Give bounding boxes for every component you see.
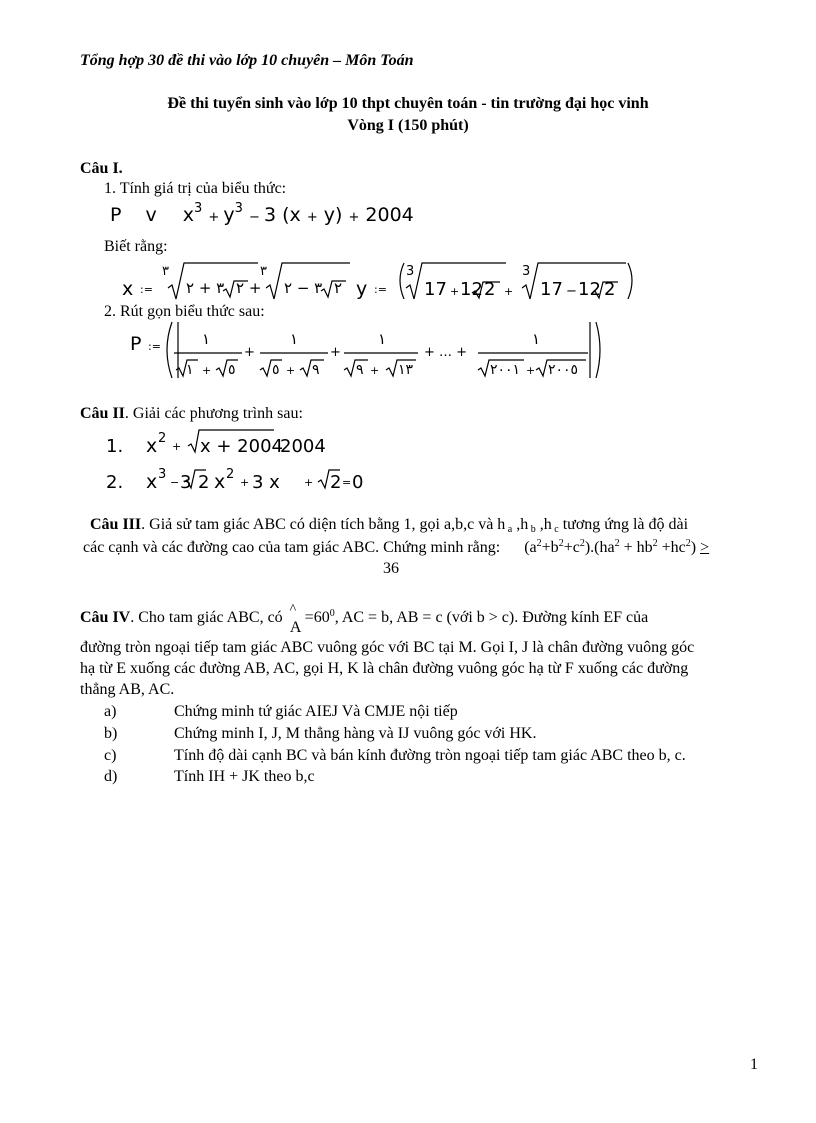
question-4-label: Câu IV: [80, 609, 131, 626]
svg-text:٣ + ٢: ٣ + ٢: [186, 279, 225, 297]
svg-text:+: +: [304, 476, 314, 489]
question-2-text: . Giải các phương trình sau:: [124, 405, 303, 422]
svg-text:١: ١: [378, 330, 387, 348]
svg-text:١: ١: [532, 330, 541, 348]
svg-text:3: 3: [406, 264, 415, 279]
exam-subtitle: Vòng I (150 phút): [347, 117, 469, 134]
svg-text:١: ١: [186, 362, 194, 378]
svg-text:+: +: [244, 345, 255, 360]
svg-text:x: x: [146, 435, 158, 457]
equation-2-number: 2.: [106, 472, 124, 493]
document-header: Tổng hợp 30 đề thi vào lớp 10 chuyên – Môn Toán: [80, 52, 414, 69]
svg-text:٣: ٣: [162, 264, 169, 279]
question-4-line-2: đường tròn ngoại tiếp tam giác ABC vuông góc với BC tại M. Gọi I, J là chân đường vuông góc: [80, 639, 695, 656]
question-4-item-d: d) Tính IH + JK theo b,c: [104, 768, 315, 785]
question-3-rhs: 36: [383, 560, 399, 577]
question-4-item-b: b) Chứng minh I, J, M thẳng hàng và IJ vuông góc với HK.: [104, 725, 537, 742]
question-1-item-2: 2. Rút gọn biểu thức sau:: [104, 303, 265, 320]
svg-text:٣: ٣: [260, 264, 267, 279]
question-2: [80, 405, 303, 423]
xy-definitions: [118, 255, 658, 305]
page-number: 1: [750, 1056, 758, 1073]
svg-text::=: :=: [148, 340, 161, 353]
question-4-line-4: thẳng AB, AC.: [80, 681, 175, 698]
svg-text::=: :=: [140, 283, 153, 296]
expression-p: P v $x^3 + y^3 - 3$ (x + y) + 2004: [110, 201, 414, 226]
svg-text:٩: ٩: [356, 362, 364, 378]
svg-text:x: x: [146, 471, 158, 493]
question-1-label: Câu I.: [80, 160, 123, 177]
svg-text:12: 12: [460, 279, 483, 300]
svg-text:2: 2: [158, 431, 167, 446]
svg-text:٢: ٢: [334, 279, 343, 297]
svg-text:3: 3: [522, 264, 531, 279]
svg-text:y: y: [356, 278, 368, 300]
svg-text:٢٠٠٥: ٢٠٠٥: [548, 362, 579, 378]
svg-text:2: 2: [330, 472, 342, 493]
svg-text:2: 2: [198, 472, 210, 493]
svg-text:٢٠٠١: ٢٠٠١: [490, 362, 521, 378]
svg-text:2: 2: [226, 467, 235, 482]
exam-title: Đề thi tuyển sinh vào lớp 10 thpt chuyên toán - tin trường đại học vinh: [167, 95, 649, 112]
angle-a-symbol: ^ A: [289, 602, 302, 636]
svg-text:٢ +: ٢ +: [236, 279, 262, 297]
question-3-label: Câu III: [90, 516, 142, 533]
svg-text:2: 2: [484, 279, 496, 300]
question-1-item-1: 1. Tính giá trị của biểu thức:: [104, 180, 287, 197]
svg-text:x: x: [122, 278, 134, 300]
svg-text:−: −: [566, 284, 577, 299]
question-4-line-3: hạ từ E xuống các đường AB, AC, gọi H, K là chân đường vuông góc hạ từ F xuống các đường: [80, 660, 689, 677]
svg-text:P: P: [130, 333, 142, 355]
svg-text:3: 3: [158, 467, 167, 482]
svg-text:+: +: [202, 364, 212, 377]
svg-text:+: +: [330, 345, 341, 360]
svg-text:3 x: 3 x: [252, 472, 280, 493]
equations: [104, 426, 404, 496]
svg-text:12: 12: [578, 279, 601, 300]
svg-text:+: +: [450, 285, 460, 298]
svg-text:2: 2: [604, 279, 616, 300]
equation-1-number: 1.: [106, 436, 124, 457]
svg-text:17: 17: [540, 279, 563, 300]
svg-text:٣ − ٢: ٣ − ٢: [284, 279, 323, 297]
question-2-label: Câu II: [80, 405, 125, 422]
svg-text:٥: ٥: [272, 362, 280, 378]
svg-text:3: 3: [180, 472, 192, 493]
known-label: Biết rằng:: [104, 238, 168, 255]
svg-text:+: +: [526, 364, 536, 377]
svg-text:−: −: [170, 476, 180, 489]
svg-text::=: :=: [374, 283, 387, 296]
question-4-item-a: a) Chứng minh tứ giác AIEJ Và CMJE nội tiếp: [104, 703, 458, 720]
svg-text:0: 0: [352, 472, 364, 493]
svg-text:١٣: ١٣: [398, 362, 414, 378]
svg-text:17: 17: [424, 279, 447, 300]
svg-text:+ … +: + … +: [424, 345, 468, 360]
svg-text:=: =: [342, 476, 352, 489]
svg-text:+: +: [286, 364, 296, 377]
svg-text:+: +: [172, 440, 182, 453]
svg-text:+: +: [504, 285, 514, 298]
svg-text:٥: ٥: [228, 362, 236, 378]
svg-text:x: x: [214, 471, 226, 493]
question-3-line-2: các cạnh và các đường cao của tam giác ABC. Chứng minh rằng: $(a^2+b^2+c^2).(ha^2 + hb^2 +hc^2)$ >: [83, 538, 710, 556]
expression-p-sum: [128, 318, 628, 384]
svg-text:٩: ٩: [312, 362, 320, 378]
svg-text:+: +: [370, 364, 380, 377]
question-3-line-1: Câu III. Giả sử tam giác ABC có diện tích bằng 1, gọi a,b,c và h $_a$ ,h $_b$ ,h $_c$ tương ứng là độ dài: [90, 516, 689, 535]
question-4-line-1: Câu IV. Cho tam giác ABC, có ^ $A=60^0$, AC = b, AB = c (với b > c). Đường kính EF của: [80, 602, 649, 636]
svg-text:١: ١: [202, 330, 211, 348]
svg-text:+: +: [240, 476, 250, 489]
svg-text:١: ١: [290, 330, 299, 348]
svg-text:2004: 2004: [280, 436, 326, 457]
question-4-item-c: c) Tính độ dài cạnh BC và bán kính đường tròn ngoại tiếp tam giác ABC theo b, c.: [104, 747, 686, 764]
svg-text:x + 2004: x + 2004: [200, 436, 283, 457]
